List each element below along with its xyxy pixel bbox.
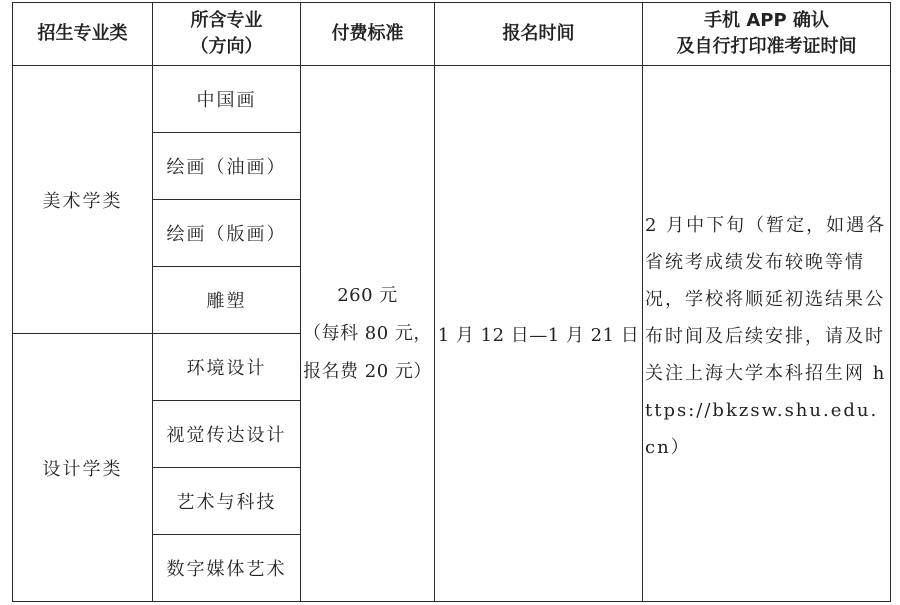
major-cell: 雕塑 bbox=[153, 267, 301, 334]
header-registration-time: 报名时间 bbox=[435, 3, 643, 66]
category-design: 设计学类 bbox=[13, 334, 153, 602]
header-category: 招生专业类 bbox=[13, 3, 153, 66]
header-fee: 付费标准 bbox=[301, 3, 435, 66]
major-cell: 视觉传达设计 bbox=[153, 401, 301, 468]
major-cell: 环境设计 bbox=[153, 334, 301, 401]
major-cell: 绘画（版画） bbox=[153, 200, 301, 267]
header-row bbox=[13, 3, 891, 66]
confirm-print-time-cell bbox=[643, 66, 891, 602]
table-row bbox=[13, 66, 891, 133]
confirm-note-text: 2 月中下旬（暂定，如遇各省统考成绩发布较晚等情况，学校将顺延初选结果公布时间及后续安排，请及时关注上海大学本科招生网 https://bkzsw.shu.edu.cn） bbox=[645, 215, 887, 458]
major-cell: 数字媒体艺术 bbox=[153, 535, 301, 602]
major-cell: 艺术与科技 bbox=[153, 468, 301, 535]
registration-time-cell: 1 月 12 日—1 月 21 日 bbox=[435, 66, 643, 602]
header-confirm-print-time bbox=[643, 3, 891, 66]
fee-total: 260 元 bbox=[337, 284, 398, 306]
header-major-line1: 所含专业 bbox=[190, 10, 263, 31]
fee-cell bbox=[301, 66, 435, 602]
header-confirm-line2: 及自行打印准考证时间 bbox=[676, 36, 857, 57]
fee-per-subject: （每科 80 元， bbox=[303, 322, 432, 344]
admission-schedule-table bbox=[12, 2, 891, 602]
category-fine-arts: 美术学类 bbox=[13, 66, 153, 334]
header-major-line2: （方向） bbox=[190, 36, 263, 57]
major-cell: 绘画（油画） bbox=[153, 133, 301, 200]
fee-registration: 报名费 20 元） bbox=[303, 360, 432, 382]
header-confirm-line1: 手机 APP 确认 bbox=[704, 10, 829, 31]
header-major bbox=[153, 3, 301, 66]
major-cell: 中国画 bbox=[153, 66, 301, 133]
